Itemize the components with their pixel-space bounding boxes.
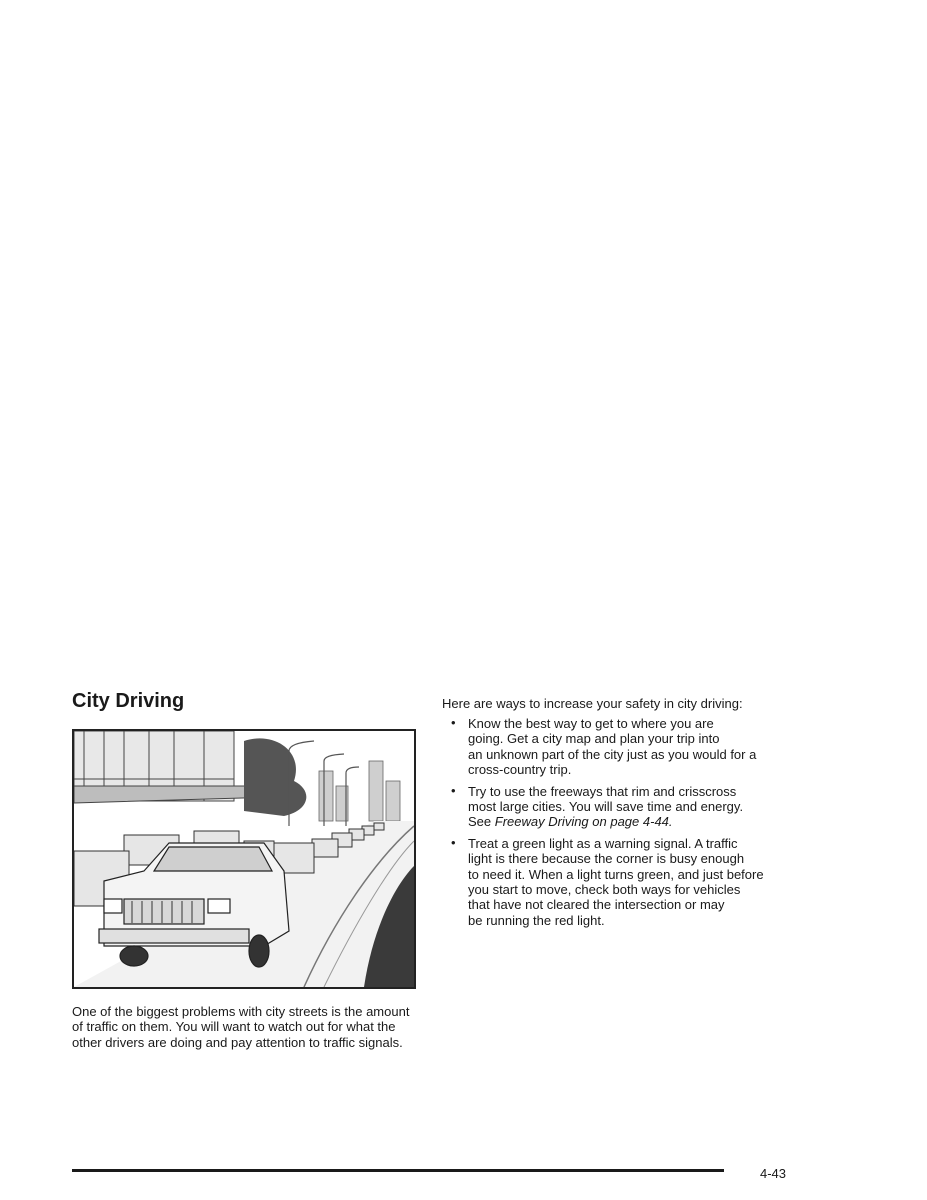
list-item	[442, 836, 792, 928]
list-item-line: be running the red light.	[468, 912, 605, 928]
bullet-icon: •	[451, 715, 456, 730]
list-item-line: Know the best way to get to where you are	[468, 716, 714, 731]
list-item-line: light is there because the corner is busy enough	[468, 851, 745, 867]
list-item-line: cross-country trip.	[468, 762, 572, 778]
section-title: City Driving	[72, 690, 185, 712]
body-paragraph: One of the biggest problems with city streets is the amount of traffic on them. You will want to watch out for what the other drivers are doing and pay attention to traffic signals.	[72, 1004, 410, 1050]
city-traffic-illustration	[72, 729, 416, 989]
list-item-line: Try to use the freeways that rim and crisscross	[468, 783, 737, 799]
safety-tips-list	[442, 716, 792, 934]
list-item-line: going. Get a city map and plan your trip into	[468, 731, 720, 747]
footer-rule	[72, 1169, 724, 1172]
cross-reference-link[interactable]: Freeway Driving on page 4-44.	[494, 814, 673, 830]
intro-text: Here are ways to increase your safety in city driving:	[442, 696, 743, 711]
list-item-line: an unknown part of the city just as you would for a	[468, 746, 757, 762]
bullet-icon: •	[451, 782, 456, 798]
page-number: 4-43	[760, 1166, 787, 1181]
list-item-line	[468, 814, 792, 829]
list-item-line: that have not cleared the intersection or may	[468, 897, 725, 913]
list-item	[442, 716, 792, 778]
bullet-icon: •	[451, 834, 456, 850]
list-item-line: you start to move, check both ways for vehicles	[468, 882, 741, 898]
list-item-line: Treat a green light as a warning signal. A traffic	[468, 835, 738, 851]
see-prefix: See	[468, 814, 495, 830]
list-item-line: to need it. When a light turns green, and just before	[468, 866, 764, 882]
list-item	[442, 784, 792, 830]
list-item-line: most large cities. You will save time and energy.	[468, 799, 744, 815]
